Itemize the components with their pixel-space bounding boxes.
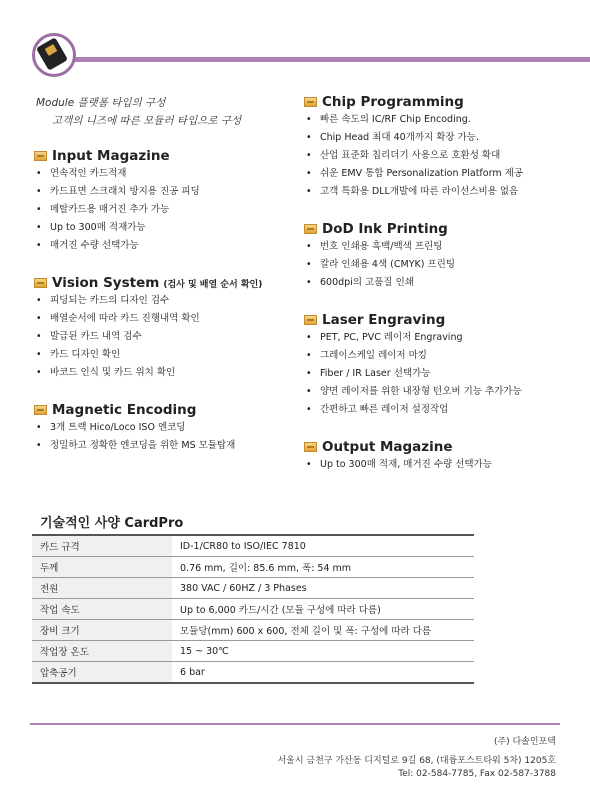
list-item: • 600dpi의 고품질 인쇄 [304, 274, 523, 292]
section-chip-programming [304, 93, 523, 201]
section-laser-engraving [304, 311, 523, 419]
list-item: • Up to 300매 적재, 매거진 수량 선택가능 [304, 456, 523, 474]
table-row [32, 535, 474, 557]
table-row [32, 557, 474, 578]
section-bullet-icon [304, 315, 317, 325]
list-item: • 양면 레이저를 위한 내장형 턴오버 기능 추가가능 [304, 383, 523, 401]
spec-value: 모듈당(mm) 600 x 600, 전체 길이 및 폭: 구성에 따라 다름 [172, 620, 474, 641]
list-item: • PET, PC, PVC 레이저 Engraving [304, 329, 523, 347]
list-item: • 카드 디자인 확인 [34, 346, 262, 364]
list-item: • 간편하고 빠른 레이저 설정작업 [304, 401, 523, 419]
spec-key: 작업장 온도 [32, 641, 172, 662]
list-item: • Fiber / IR Laser 선택가능 [304, 365, 523, 383]
spec-key: 작업 속도 [32, 599, 172, 620]
section-bullet-icon [34, 151, 47, 161]
spec-key: 압축공기 [32, 662, 172, 684]
section-magnetic-encoding [34, 401, 262, 455]
section-bullet-icon [34, 405, 47, 415]
section-bullet-icon [304, 97, 317, 107]
spec-key: 카드 규격 [32, 535, 172, 557]
spec-value: Up to 6,000 카드/시간 (모듈 구성에 따라 다름) [172, 599, 474, 620]
section-vision-system [34, 274, 262, 382]
table-row [32, 578, 474, 599]
list-item: • 쉬운 EMV 통합 Personalization Platform 제공 [304, 165, 523, 183]
spec-value: 380 VAC / 60HZ / 3 Phases [172, 578, 474, 599]
list-item: • 정밀하고 정확한 엔코딩을 위한 MS 모듈탑재 [34, 437, 262, 455]
left-column [34, 147, 262, 455]
list-item: • 카드표면 스크래치 방지용 진공 피딩 [34, 183, 262, 201]
list-item: • 연속적인 카드적재 [34, 165, 262, 183]
section-title: Magnetic Encoding [52, 402, 197, 418]
section-bullet-icon [304, 224, 317, 234]
list-item: • 배열순서에 따라 카드 진행내역 확인 [34, 310, 262, 328]
section-input-magazine [34, 147, 262, 255]
spec-value: 0.76 mm, 길이: 85.6 mm, 폭: 54 mm [172, 557, 474, 578]
table-row [32, 662, 474, 684]
list-item: • 발급된 카드 내역 검수 [34, 328, 262, 346]
list-item: • 칼라 인쇄용 4색 (CMYK) 프린팅 [304, 256, 523, 274]
section-output-magazine [304, 438, 523, 474]
header-accent-bar [60, 57, 590, 62]
spec-value: 6 bar [172, 662, 474, 684]
section-subtitle: (검사 및 배열 순서 확인) [163, 279, 263, 290]
spec-title: 기술적인 사양 CardPro [40, 516, 184, 531]
list-item: • Chip Head 최대 40개까지 확장 가능. [304, 129, 523, 147]
section-bullet-icon [34, 278, 47, 288]
spec-key: 전원 [32, 578, 172, 599]
list-item: • 산업 표준화 칩리더기 사용으로 호환성 확대 [304, 147, 523, 165]
section-title: Chip Programming [322, 94, 464, 110]
table-row [32, 641, 474, 662]
company-name: (주) 다솔인포텍 [493, 737, 556, 747]
section-title: Output Magazine [322, 439, 453, 455]
list-item: • 고객 특화용 DLL개발에 따른 라이선스비용 없음 [304, 183, 523, 201]
spec-value: 15 ~ 30℃ [172, 641, 474, 662]
list-item: • 3개 트랙 Hico/Loco ISO 엔코딩 [34, 419, 262, 437]
spec-key: 장비 크기 [32, 620, 172, 641]
section-title: DoD Ink Printing [322, 221, 448, 237]
list-item: • 번호 인쇄용 흑백/백색 프린팅 [304, 238, 523, 256]
section-title: Laser Engraving [322, 312, 446, 328]
section-bullet-icon [304, 442, 317, 452]
company-phone: Tel: 02-584-7785, Fax 02-587-3788 [398, 769, 556, 779]
list-item: • 메탈카드용 매거진 추가 가능 [34, 201, 262, 219]
section-title: Input Magazine [52, 148, 170, 164]
company-address: 서울시 금천구 가산동 디지털로 9길 68, (대륭포스트타워 5차) 1205호 [277, 756, 556, 766]
list-item: • 바코드 인식 및 카드 위치 확인 [34, 364, 262, 382]
footer-accent-bar [30, 723, 560, 725]
list-item: • Up to 300매 적재가능 [34, 219, 262, 237]
list-item: • 피딩되는 카드의 디자인 검수 [34, 292, 262, 310]
spec-value: ID-1/CR80 to ISO/IEC 7810 [172, 535, 474, 557]
spec-key: 두께 [32, 557, 172, 578]
list-item: • 그레이스케일 레이저 마킹 [304, 347, 523, 365]
section-dod-ink-printing [304, 220, 523, 292]
right-column [304, 93, 523, 474]
spec-table [32, 534, 474, 684]
table-row [32, 599, 474, 620]
intro-line-2: 고객의 니즈에 따른 모듈러 타입으로 구성 [52, 115, 242, 127]
table-row [32, 620, 474, 641]
intro-line-1: Module 플랫폼 타입의 구성 [36, 97, 166, 109]
list-item: • 빠른 속도의 IC/RF Chip Encoding. [304, 111, 523, 129]
list-item: • 매거진 수량 선택가능 [34, 237, 262, 255]
section-title: Vision System [52, 275, 160, 291]
